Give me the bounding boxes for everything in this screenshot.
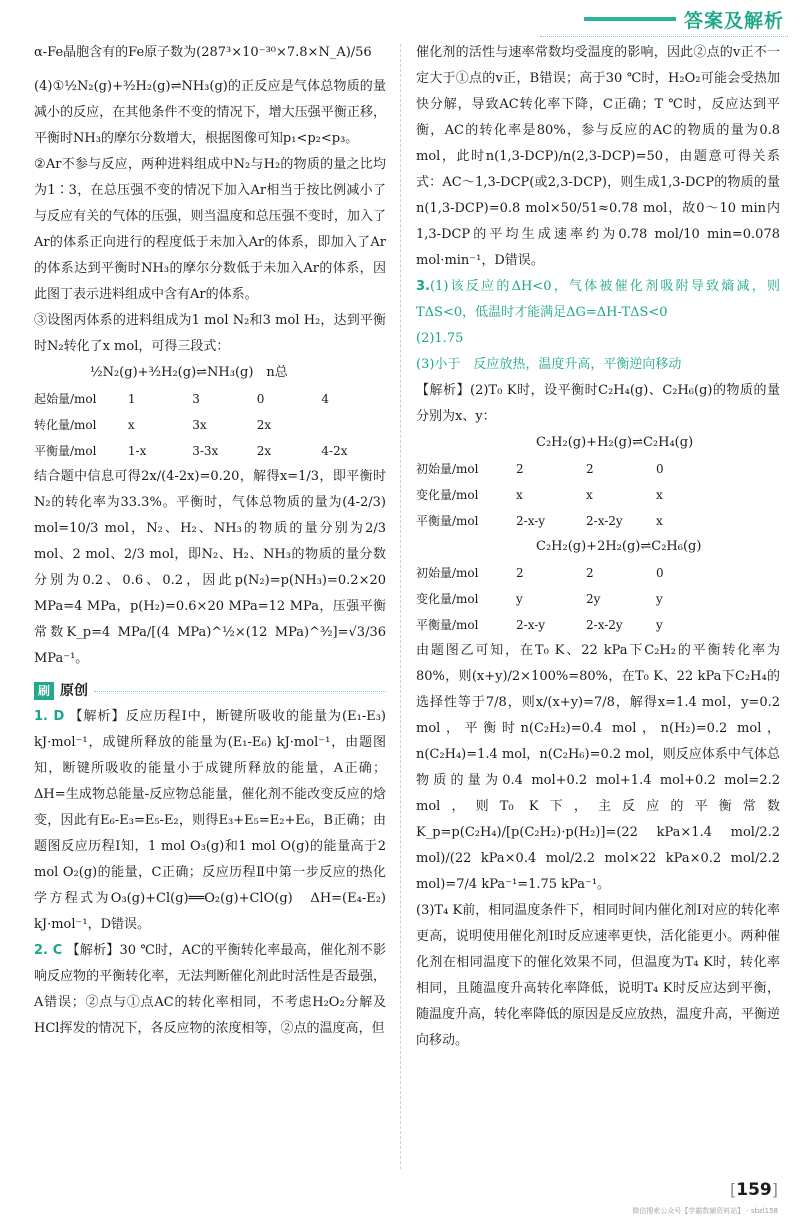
right.ice2_rows-cell: y [656, 618, 663, 632]
section-header-original [34, 678, 386, 704]
header-title: 答案及解析 [683, 9, 784, 32]
left.ice_rows-cell: x [127, 418, 135, 432]
watermark: 微信搜索公众号【学霸数辅资料站】 · sbzl158 [632, 1207, 778, 1215]
left.ice_rows-row-label: 转化量/mol [34, 418, 97, 432]
right-paragraph-1: 由题图乙可知，在T₀ K、22 kPa下C₂H₂的平衡转化率为80%，则(x+y)/2×100%=80%，在T₀ K、22 kPa下C₂H₄的选择性等于7/8，则x/(x+y)=7/8，解得x=1.4 mol，y=0.2 mol，平衡时n(C₂H₂)=0.4 mol，n(H₂)=0.2 mol，n(C₂H₄)=1.4 mol，n(C₂H₆)=0.2 mol，则反应体系中气体总物质的量为0.4 mol+0.2 mol+1.4 mol+0.2 mol=2.2 mol，则T₀ K下，主反应的平衡常数K_p=p(C₂H₄)/[p(C₂H₂)·p(H₂)]=(22 kPa×1.4 mol/2.2 mol)/(22 kPa×0.4 mol/2.2 mol×22 kPa×0.2 mol/2.2 mol)=7/4 kPa⁻¹=1.75 kPa⁻¹。 [416, 643, 780, 892]
left.ice_rows-cell: 3x [192, 418, 207, 432]
right.ice1_rows-cell: 0 [656, 462, 664, 476]
left-column [34, 40, 386, 1042]
left-paragraph-3: ③设图丙体系的进料组成为1 mol N₂和3 mol H₂，达到平衡时N₂转化了x mol，可得三段式： [34, 313, 386, 354]
question-3-part-2: (2)1.75 [416, 331, 464, 346]
question-1-text: 【解析】反应历程Ⅰ中，断键所吸收的能量为(E₁-E₃) kJ·mol⁻¹，成键所释放的能量为(E₁-E₆) kJ·mol⁻¹，由题图知，断键所吸收的能量小于成键所释放的能量，A正确；ΔH=生成物总能量-反应物总能量，催化剂不能改变反应的焓变，因此有E₆-E₃=E₅-E₂，则得E₃+E₅=E₂+E₆，B正确；由题图反应历程Ⅰ知，1 mol O₃(g)和1 mol O(g)的能量高于2 mol O₂(g)的能量，C正确；反应历程Ⅱ中第一步反应的热化学方程式为O₃(g)+Cl(g)══O₂(g)+ClO(g) ΔH=(E₄-E₂) kJ·mol⁻¹，D错误。 [34, 709, 386, 932]
right.ice1_rows-cell: 2 [516, 462, 524, 476]
right.ice1_rows-row [416, 456, 726, 482]
left-paragraph-2: ②Ar不参与反应，两种进料组成中N₂与H₂的物质的量之比均为1∶3，在总压强不变的情况下加入Ar相当于按比例减小了与反应有关的气体的压强，则当温度和总压强不变时，加入了Ar的体系正向进行的程度低于未加入Ar的体系，即加入了Ar的体系达到平衡时NH₃的摩尔分数低于未加入Ar的体系，因此图丁表示进料组成中含有Ar的体系。 [34, 157, 386, 302]
right.ice1_rows-cell: 2-x-2y [586, 514, 623, 528]
right.ice1_rows-row-label: 平衡量/mol [416, 514, 479, 528]
right.ice1_rows-row-label: 变化量/mol [416, 488, 479, 502]
right.ice2_rows-cell: y [656, 592, 663, 606]
section-label: 原创 [60, 683, 89, 699]
question-3-part-1 [416, 274, 780, 326]
right.ice2_rows-row-label: 平衡量/mol [416, 618, 479, 632]
ice2-equation: C₂H₂(g)+2H₂(g)⇌C₂H₆(g) [536, 539, 702, 554]
left.ice_rows-cell: 1-x [127, 444, 147, 458]
left.ice_rows-cell: 0 [256, 392, 265, 406]
ice-equation: ½N₂(g)+³⁄₂H₂(g)⇌NH₃(g) n总 [90, 365, 288, 380]
left-paragraph-0: α-Fe晶胞含有的Fe原子数为(287³×10⁻³⁰×7.8×N_A)/56 [34, 45, 372, 60]
ice1-equation: C₂H₂(g)+H₂(g)⇌C₂H₄(g) [536, 435, 694, 450]
ice1-table [416, 456, 726, 534]
left.ice_rows-cell: 1 [127, 392, 136, 406]
right.ice1_rows-cell: 2-x-y [516, 514, 546, 528]
right.ice1_rows-cell: x [586, 488, 593, 502]
right.ice2_rows-cell: 2-x-2y [586, 618, 623, 632]
question-3-number: 3. [416, 279, 430, 294]
left.ice_rows-row [34, 438, 386, 464]
left.ice_rows-cell: 3 [192, 392, 200, 406]
right.ice2_rows-row-label: 初始量/mol [416, 566, 479, 580]
right.ice2_rows-row-label: 变化量/mol [416, 592, 479, 606]
right-column [416, 40, 780, 1054]
question-3-part-3: (3)小于 反应放热，温度升高，平衡逆向移动 [416, 357, 682, 372]
left.ice_rows-row [34, 386, 386, 412]
section-line [94, 691, 386, 692]
right.ice2_rows-cell: 2 [516, 566, 524, 580]
right.ice2_rows-cell: 2y [586, 592, 601, 606]
right.ice2_rows-cell: 2 [586, 566, 594, 580]
header-bar [584, 17, 676, 21]
right.ice2_rows-row [416, 586, 726, 612]
column-divider [400, 44, 401, 1169]
right.ice1_rows-cell: x [516, 488, 523, 502]
right.ice1_rows-cell: 2 [586, 462, 594, 476]
right-paragraph-2: (3)T₄ K前，相同温度条件下，相同时间内催化剂Ⅰ对应的转化率更高，说明使用催化剂Ⅰ时反应速率更快，活化能更小。两种催化剂在相同温度下的催化效果不同，但温度为T₄ K时，转化率相同，且随温度升高转化率降低，说明T₄ K时反应达到平衡，随温度升高，转化率降低的原因是反应放热，温度升高，平衡逆向移动。 [416, 903, 781, 1048]
left.ice_rows-cell: 2x [256, 444, 272, 458]
right.ice2_rows-cell: 0 [656, 566, 664, 580]
question-3-part-1-text: (1)该反应的ΔH<0，气体被催化剂吸附导致熵减，则TΔS<0，低温时才能满足ΔG=ΔH-TΔS<0 [416, 279, 780, 320]
right.ice1_rows-cell: x [656, 488, 663, 502]
left.ice_rows-row-label: 起始量/mol [34, 392, 97, 406]
question-2-text: 【解析】30 ℃时，AC的平衡转化率最高，催化剂不影响反应物的平衡转化率，无法判断催化剂此时活性是否最强，A错误；②点与①点AC的转化率相同，不考虑H₂O₂分解及HCl挥发的情况下，各反应物的浓度相等，②点的温度高，但 [34, 943, 386, 1036]
right.ice1_rows-row [416, 482, 726, 508]
page-header [584, 4, 784, 34]
page-number [730, 1180, 778, 1200]
right.ice1_rows-cell: x [656, 514, 663, 528]
left-paragraph-1: (4)①½N₂(g)+³⁄₂H₂(g)⇌NH₃(g)的正反应是气体总物质的量减小的反应，在其他条件不变的情况下，增大压强平衡正移，平衡时NH₃的摩尔分数增大，根据图像可知p₁<p₂<p₃。 [34, 79, 386, 146]
left.ice_rows-cell: 3-3x [192, 444, 219, 458]
right.ice1_rows-row-label: 初始量/mol [416, 462, 479, 476]
right.ice2_rows-row [416, 560, 726, 586]
left.ice_rows-row-label: 平衡量/mol [34, 444, 97, 458]
question-1-number: 1. D [34, 709, 65, 724]
question-1 [34, 704, 386, 938]
left.ice_rows-row [34, 412, 386, 438]
right.ice2_rows-cell: 2-x-y [516, 618, 546, 632]
left.ice_rows-cell: 4-2x [321, 444, 348, 458]
page-bracket-left: [ [730, 1180, 737, 1199]
page-bracket-right: ] [771, 1180, 778, 1199]
left.ice_rows-cell: 4 [321, 392, 330, 406]
ice-table [34, 386, 386, 464]
right.ice2_rows-cell: y [516, 592, 523, 606]
question-2 [34, 938, 386, 1042]
left.ice_rows-cell: 2x [256, 418, 272, 432]
ice2-table [416, 560, 726, 638]
right-paragraph-0: 催化剂的活性与速率常数均受温度的影响，因此②点的v正不一定大于①点的v正，B错误；高于30 ℃时，H₂O₂可能会受热加快分解，导致AC转化率下降，C正确；T ℃时，反应达到平衡，AC的转化率是80%，参与反应的AC的物质的量为0.8 mol，此时n(1,3-DCP)/n(2,3-DCP)=50，由题意可得关系式：AC～1,3-DCP(或2,3-DCP)，则生成1,3-DCP的物质的量n(1,3-DCP)=0.8 mol×50/51≈0.78 mol，故0～10 min内1,3-DCP的平均生成速率约为0.78 mol/10 min=0.078 mol·min⁻¹，D错误。 [416, 45, 780, 268]
left.ice_rows-cell [321, 412, 386, 438]
section-badge: 刷 [34, 682, 54, 700]
right.ice2_rows-row [416, 612, 726, 638]
left-paragraph-4: 结合题中信息可得2x/(4-2x)=0.20，解得x=1/3，即平衡时N₂的转化率为33.3%。平衡时，气体总物质的量为(4-2/3) mol=10/3 mol，N₂、H₂、NH₃的物质的量分别为2/3 mol、2 mol、2/3 mol，即N₂、H₂、NH₃的物质的量分数分别为0.2、0.6、0.2，因此p(N₂)=p(NH₃)=0.2×20 MPa=4 MPa，p(H₂)=0.6×20 MPa=12 MPa，压强平衡常数K_p=4 MPa/[(4 MPa)^½×(12 MPa)^³⁄₂]=√3/36 MPa⁻¹。 [34, 469, 386, 666]
page-number-text: 159 [736, 1180, 772, 1200]
header-rule [540, 36, 788, 37]
question-2-number: 2. C [34, 943, 63, 958]
right.ice1_rows-row [416, 508, 726, 534]
analysis-intro: 【解析】(2)T₀ K时，设平衡时C₂H₄(g)、C₂H₆(g)的物质的量分别为x、y： [416, 383, 780, 424]
